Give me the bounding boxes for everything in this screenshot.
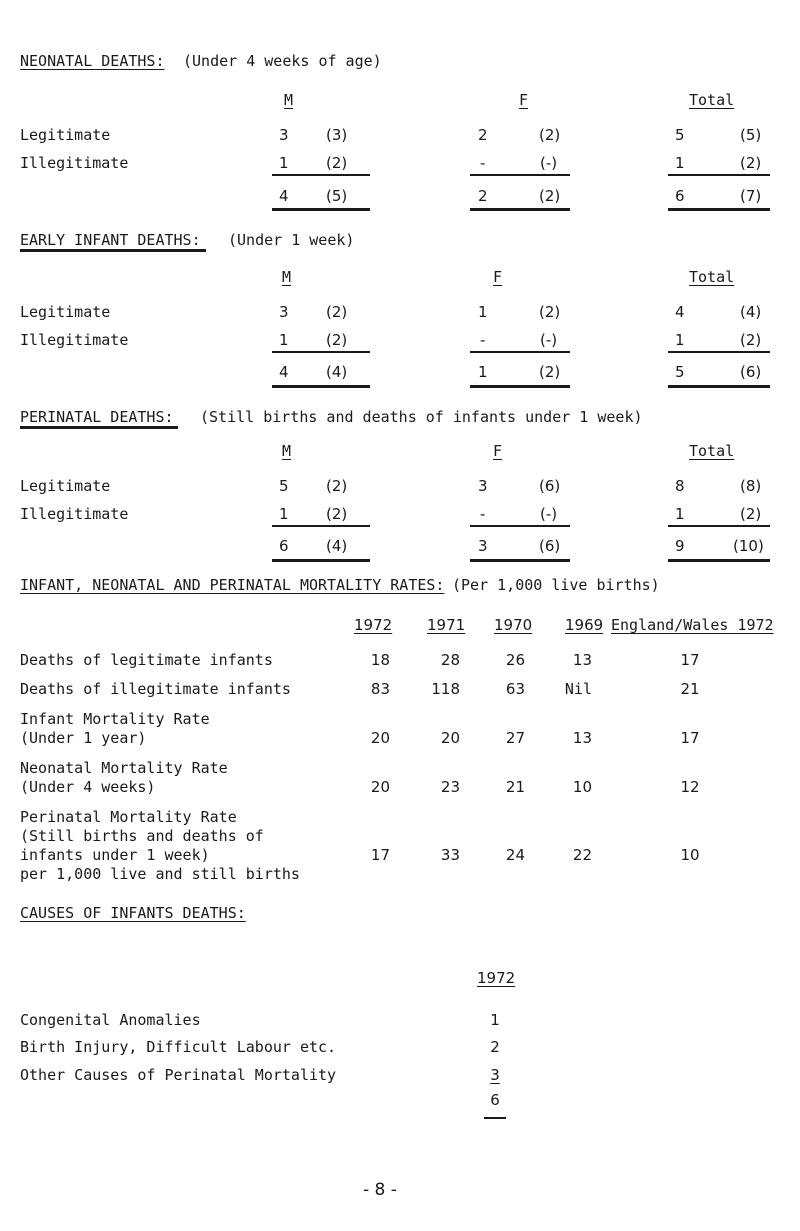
early-cell: 4 [675,303,685,321]
causes-title: CAUSES OF INFANTS DEATHS: [20,904,246,922]
causes-cell: 1 [490,1011,500,1029]
neonatal-cell: (5) [740,126,762,144]
neonatal-total-cell: 4 [279,187,289,205]
perinatal-cell: 1 [675,505,685,523]
neonatal-cell: 1 [675,154,685,172]
neonatal-header-total: Total [689,91,735,109]
rates-row-label: Infant Mortality Rate [20,710,210,728]
rates-cell: 17 [370,846,390,864]
causes-cell: 3 [490,1066,500,1084]
perinatal-cell: (6) [539,477,561,495]
subtotal-rule [668,351,770,353]
rates-cell: 20 [440,729,460,747]
rates-row-label: Neonatal Mortality Rate [20,759,228,777]
rates-cell: 33 [440,846,460,864]
total-rule [668,385,770,388]
rates-cell: 63 [505,680,525,698]
early-cell: 3 [279,303,289,321]
perinatal-row-label: Illegitimate [20,505,129,523]
rates-cell: 27 [505,729,525,747]
perinatal-header-total: Total [689,442,735,460]
rates-row-label: Deaths of legitimate infants [20,651,273,669]
rates-year-header: England/Wales 1972 [611,616,774,634]
neonatal-header-f: F [519,91,529,109]
total-rule [272,385,370,388]
rates-subtitle: (Per 1,000 live births) [452,576,660,594]
early-cell: (-) [540,331,558,349]
early-header-m: M [282,268,292,286]
rates-cell: 23 [440,778,460,796]
rates-cell: 20 [370,778,390,796]
total-rule [668,559,770,562]
neonatal-cell: (3) [326,126,348,144]
perinatal-total-cell: 9 [675,537,685,555]
rates-cell: 26 [505,651,525,669]
total-rule [272,559,370,562]
early-cell: 1 [478,303,488,321]
causes-row-label: Birth Injury, Difficult Labour etc. [20,1038,337,1056]
rates-row-label: Deaths of illegitimate infants [20,680,291,698]
early-cell: - [480,331,486,349]
rates-cell: 17 [680,729,700,747]
early-row-label: Legitimate [20,303,111,321]
rates-year-header: 1971 [427,616,466,634]
early-total-cell: 1 [478,363,488,381]
rates-cell: Nil [564,680,592,698]
total-rule [470,208,570,211]
early-header-total: Total [689,268,735,286]
total-rule [668,208,770,211]
subtotal-rule [470,174,570,176]
rates-cell: 17 [680,651,700,669]
early-cell: (2) [539,303,561,321]
perinatal-subtitle: (Still births and deaths of infants under 1 week) [200,408,643,426]
perinatal-row-label: Legitimate [20,477,111,495]
perinatal-title-underline [20,426,178,429]
neonatal-cell: (-) [540,154,558,172]
perinatal-total-cell: 6 [279,537,289,555]
subtotal-rule [470,351,570,353]
subtotal-rule [668,174,770,176]
perinatal-cell: 3 [478,477,488,495]
causes-row-label: Congenital Anomalies [20,1011,201,1029]
neonatal-cell: - [480,154,486,172]
rates-cell: 18 [370,651,390,669]
perinatal-total-cell: (4) [326,537,348,555]
early-cell: (2) [326,303,348,321]
rates-cell: 21 [680,680,700,698]
rates-cell: 13 [572,651,592,669]
rates-cell: 118 [431,680,460,698]
subtotal-rule [272,174,370,176]
rates-row-sublabel: (Still births and deaths of [20,827,264,845]
early-total-cell: (6) [740,363,762,381]
perinatal-cell: (2) [740,505,762,523]
early-total-cell: (4) [326,363,348,381]
neonatal-cell: 1 [279,154,289,172]
rates-year-header: 1969 [565,616,604,634]
early-title: EARLY INFANT DEATHS: [20,231,201,249]
neonatal-cell: 5 [675,126,685,144]
subtotal-rule [470,525,570,527]
perinatal-cell: (2) [326,477,348,495]
early-total-cell: (2) [539,363,561,381]
subtotal-rule [668,525,770,527]
total-rule [470,385,570,388]
rates-cell: 20 [370,729,390,747]
causes-year-header: 1972 [477,969,516,987]
early-header-f: F [493,268,503,286]
perinatal-total-cell: (10) [733,537,764,555]
early-cell: (4) [740,303,762,321]
rates-row-sublabel: infants under 1 week) [20,846,210,864]
early-cell: (2) [326,331,348,349]
rates-row-sublabel: (Under 4 weeks) [20,778,156,796]
neonatal-subtitle: (Under 4 weeks of age) [183,52,382,70]
neonatal-cell: 2 [478,126,488,144]
perinatal-cell: - [480,505,486,523]
perinatal-header-f: F [493,442,503,460]
early-cell: 1 [279,331,289,349]
causes-cell: 2 [490,1038,500,1056]
early-title-underline [20,249,206,252]
perinatal-cell: 5 [279,477,289,495]
neonatal-total-cell: (2) [539,187,561,205]
neonatal-cell: (2) [539,126,561,144]
rates-cell: 13 [572,729,592,747]
rates-cell: 21 [505,778,525,796]
rates-year-header: 1970 [494,616,533,634]
neonatal-row-label: Legitimate [20,126,111,144]
perinatal-title: PERINATAL DEATHS: [20,408,174,426]
causes-total: 6 [490,1091,500,1109]
rates-title: INFANT, NEONATAL AND PERINATAL MORTALITY RATES: [20,576,445,594]
neonatal-total-cell: 2 [478,187,488,205]
neonatal-row-label: Illegitimate [20,154,129,172]
rates-cell: 10 [572,778,592,796]
perinatal-total-cell: (6) [539,537,561,555]
subtotal-rule [272,525,370,527]
early-total-cell: 4 [279,363,289,381]
causes-total-rule [484,1117,506,1119]
perinatal-total-cell: 3 [478,537,488,555]
neonatal-title: NEONATAL DEATHS: [20,52,165,70]
neonatal-cell: (2) [326,154,348,172]
perinatal-cell: 8 [675,477,685,495]
early-cell: (2) [740,331,762,349]
perinatal-header-m: M [282,442,292,460]
causes-row-label: Other Causes of Perinatal Mortality [20,1066,337,1084]
page-number: - 8 - [363,1180,397,1200]
rates-cell: 83 [370,680,390,698]
rates-row-sublabel: (Under 1 year) [20,729,147,747]
rates-cell: 22 [572,846,592,864]
neonatal-header-m: M [284,91,294,109]
neonatal-total-cell: (5) [326,187,348,205]
perinatal-cell: 1 [279,505,289,523]
neonatal-cell: 3 [279,126,289,144]
subtotal-rule [272,351,370,353]
perinatal-cell: (-) [540,505,558,523]
early-row-label: Illegitimate [20,331,129,349]
rates-cell: 10 [680,846,700,864]
rates-year-header: 1972 [354,616,393,634]
early-subtitle: (Under 1 week) [228,231,355,249]
early-total-cell: 5 [675,363,685,381]
neonatal-total-cell: (7) [740,187,762,205]
rates-cell: 24 [505,846,525,864]
neonatal-total-cell: 6 [675,187,685,205]
total-rule [470,559,570,562]
rates-row-label: Perinatal Mortality Rate [20,808,237,826]
early-cell: 1 [675,331,685,349]
perinatal-cell: (8) [740,477,762,495]
total-rule [272,208,370,211]
neonatal-cell: (2) [740,154,762,172]
rates-row-sublabel: per 1,000 live and still births [20,865,300,883]
rates-cell: 12 [680,778,700,796]
perinatal-cell: (2) [326,505,348,523]
rates-cell: 28 [440,651,460,669]
